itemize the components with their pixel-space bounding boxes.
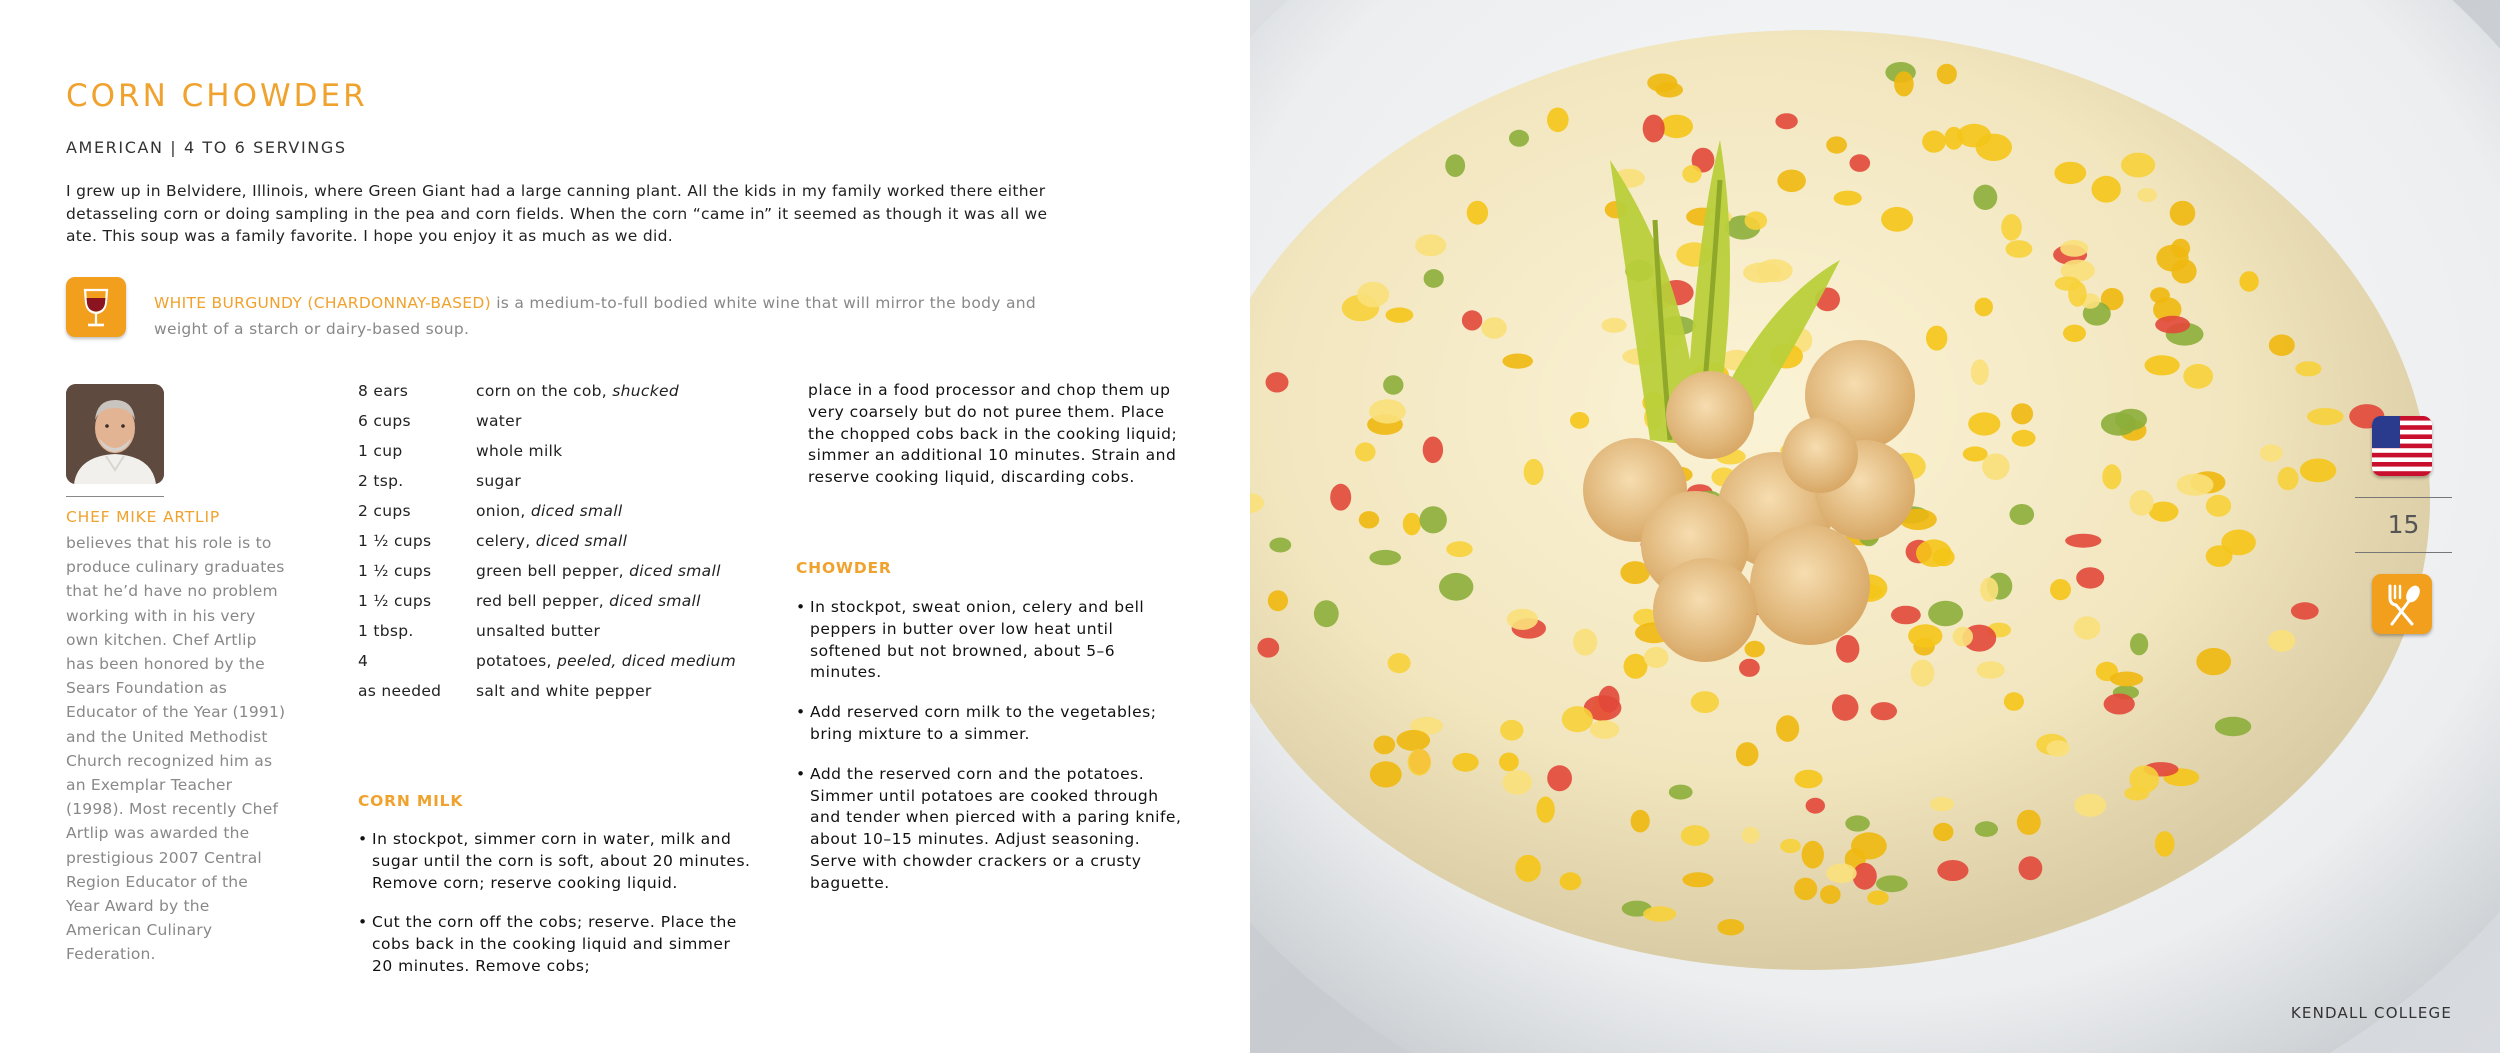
soup-kernel bbox=[1268, 590, 1288, 611]
wine-pairing bbox=[154, 290, 1074, 342]
ingredient-note: peeled, diced medium bbox=[556, 652, 737, 670]
soup-kernel bbox=[2291, 602, 2319, 619]
ingredient-note: shucked bbox=[612, 382, 679, 400]
ingredient-item: onion, bbox=[476, 502, 531, 520]
soup-kernel bbox=[1314, 600, 1339, 627]
soup-kernel bbox=[2155, 831, 2175, 857]
soup-kernel bbox=[2129, 490, 2153, 516]
soup-kernel bbox=[1269, 538, 1291, 553]
soup-kernel bbox=[2206, 495, 2231, 517]
soup-kernel bbox=[1502, 354, 1533, 369]
soup-kernel bbox=[1660, 115, 1693, 139]
soup-kernel bbox=[1462, 310, 1482, 330]
chef-portrait bbox=[66, 384, 164, 484]
soup-kernel bbox=[1388, 653, 1411, 673]
soup-kernel bbox=[2060, 240, 2088, 257]
chowder-step: • In stockpot, sweat onion, celery and bell peppers in butter over low heat until softened but not browned, about 5–6 minutes. bbox=[796, 597, 1186, 684]
ingredient-row bbox=[358, 621, 778, 642]
ingredient-description bbox=[476, 591, 778, 612]
recipe-subtitle: AMERICAN | 4 TO 6 SERVINGS bbox=[66, 138, 347, 157]
soup-kernel bbox=[1850, 154, 1871, 172]
ingredient-quantity: 1 ½ cups bbox=[358, 562, 432, 580]
soup-kernel bbox=[1745, 641, 1765, 658]
soup-kernel bbox=[2177, 474, 2214, 496]
chowder-photo bbox=[1250, 0, 2500, 1053]
ingredient-list bbox=[358, 381, 778, 711]
chef-name: CHEF MIKE ARTLIP bbox=[66, 508, 221, 526]
soup-kernel bbox=[1682, 165, 1701, 183]
soup-kernel bbox=[1681, 825, 1710, 846]
soup-kernel bbox=[2156, 245, 2188, 272]
ingredient-row bbox=[358, 681, 778, 702]
ingredient-quantity: 4 bbox=[358, 652, 369, 670]
ingredient-description bbox=[476, 411, 778, 432]
soup-kernel bbox=[1973, 185, 1997, 210]
soup-kernel bbox=[1926, 326, 1947, 351]
soup-kernel bbox=[1933, 823, 1953, 841]
soup-kernel bbox=[2170, 201, 2196, 226]
soup-kernel bbox=[1806, 798, 1825, 814]
soup-kernel bbox=[1682, 872, 1713, 887]
soup-kernel bbox=[1930, 797, 1954, 811]
corn-milk-steps bbox=[358, 829, 753, 996]
recipe-title: CORN CHOWDER bbox=[66, 78, 368, 114]
soup-kernel bbox=[1446, 541, 1472, 557]
soup-kernel bbox=[2196, 648, 2231, 675]
chowder-heading: CHOWDER bbox=[796, 559, 892, 577]
soup-kernel bbox=[1794, 770, 1822, 789]
soup-kernel bbox=[1420, 506, 1447, 533]
soup-kernel bbox=[1602, 318, 1627, 333]
soup-kernel bbox=[1908, 624, 1942, 647]
ingredient-description bbox=[476, 471, 778, 492]
soup-kernel bbox=[1780, 839, 1801, 853]
soup-kernel bbox=[2115, 409, 2147, 431]
ingredient-row bbox=[358, 471, 778, 492]
soup-kernel bbox=[1937, 64, 1957, 85]
soup-kernel bbox=[1499, 753, 1519, 772]
soup-kernel bbox=[2260, 444, 2283, 461]
soup-kernel bbox=[1547, 765, 1572, 791]
soup-kernel bbox=[1743, 262, 1781, 283]
ingredient-description bbox=[476, 381, 778, 402]
ingredient-quantity: 8 ears bbox=[358, 382, 409, 400]
soup-kernel bbox=[2137, 188, 2157, 202]
soup-kernel bbox=[1547, 108, 1569, 133]
ingredient-description bbox=[476, 441, 778, 462]
soup-kernel bbox=[1330, 484, 1351, 511]
ingredient-note: diced small bbox=[609, 592, 701, 610]
soup-kernel bbox=[2269, 334, 2295, 356]
soup-kernel bbox=[2054, 162, 2086, 184]
soup-kernel bbox=[1802, 841, 1824, 869]
soup-kernel bbox=[1834, 191, 1862, 206]
ingredient-item: celery, bbox=[476, 532, 536, 550]
ingredient-note: diced small bbox=[535, 532, 628, 550]
soup-kernel bbox=[2300, 459, 2336, 483]
soup-kernel bbox=[1742, 827, 1760, 844]
soup-kernel bbox=[1691, 691, 1719, 713]
soup-kernel bbox=[1851, 832, 1887, 859]
soup-kernel bbox=[1357, 282, 1389, 308]
ingredient-quantity: 1 cup bbox=[358, 442, 403, 460]
ingredient-quantity: 1 ½ cups bbox=[358, 592, 432, 610]
ingredient-item: red bell pepper, bbox=[476, 592, 610, 610]
ingredient-item: corn on the cob, bbox=[476, 382, 613, 400]
soup-kernel bbox=[1644, 647, 1669, 668]
soup-kernel bbox=[1832, 694, 1859, 720]
ingredient-row bbox=[358, 381, 778, 402]
soup-kernel bbox=[2010, 504, 2035, 525]
footer-brand: KENDALL COLLEGE bbox=[2290, 1004, 2452, 1022]
sidebar-rule-bottom bbox=[2355, 552, 2452, 553]
ingredient-item: green bell pepper, bbox=[476, 562, 630, 580]
soup-kernel bbox=[1826, 864, 1857, 884]
ingredient-quantity: 1 ½ cups bbox=[358, 532, 432, 550]
soup-kernel bbox=[1876, 875, 1908, 892]
soup-kernel bbox=[1982, 453, 2010, 480]
ingredient-quantity: as needed bbox=[358, 682, 442, 700]
chef-divider bbox=[66, 496, 164, 497]
corn-milk-step: • In stockpot, simmer corn in water, milk and sugar until the corn is soft, about 20 minutes. Remove corn; reserve cooking liquid. bbox=[358, 829, 753, 894]
soup-kernel bbox=[2017, 810, 2041, 835]
soup-kernel bbox=[1369, 399, 1406, 423]
soup-kernel bbox=[1370, 761, 1402, 787]
soup-kernel bbox=[1963, 446, 1988, 461]
soup-kernel bbox=[1922, 131, 1946, 153]
soup-kernel bbox=[2239, 271, 2258, 292]
soup-kernel bbox=[1403, 513, 1421, 536]
soup-kernel bbox=[2055, 277, 2081, 291]
ingredient-description bbox=[476, 531, 778, 552]
soup-kernel bbox=[1916, 539, 1952, 567]
soup-kernel bbox=[2076, 567, 2104, 588]
soup-kernel bbox=[2278, 467, 2299, 490]
ingredient-row bbox=[358, 501, 778, 522]
soup-kernel bbox=[2004, 692, 2024, 711]
soup-kernel bbox=[2046, 740, 2069, 757]
wine-name: WHITE BURGUNDY (CHARDONNAY-BASED) bbox=[154, 294, 491, 312]
corn-milk-continuation-text: place in a food processor and chop them up very coarsely but do not puree them. Place the chopped cobs back in the cooking liquid; simmer an additional 10 minutes. Strain and reserve cooking liquid, discarding cobs. bbox=[808, 381, 1178, 487]
soup-kernel bbox=[1452, 753, 1478, 772]
ingredient-item: salt and white pepper bbox=[476, 682, 652, 700]
ingredient-row bbox=[358, 651, 778, 672]
ingredient-item: whole milk bbox=[476, 442, 563, 460]
soup-kernel bbox=[1643, 115, 1665, 143]
soup-kernel bbox=[1509, 130, 1529, 147]
soup-kernel bbox=[1481, 317, 1507, 339]
soup-kernel bbox=[1945, 127, 1964, 150]
soup-kernel bbox=[1562, 706, 1593, 732]
soup-kernel bbox=[1937, 860, 1968, 881]
soup-kernel bbox=[2065, 534, 2101, 548]
soup-kernel bbox=[1560, 872, 1582, 890]
soup-kernel bbox=[2063, 325, 2086, 342]
chowder-step: • Add reserved corn milk to the vegetables; bring mixture to a simmer. bbox=[796, 702, 1186, 746]
soup-kernel bbox=[1891, 606, 1921, 625]
soup-kernel bbox=[2124, 786, 2149, 800]
soup-kernel bbox=[2019, 856, 2043, 880]
soup-kernel bbox=[2268, 630, 2295, 652]
soup-kernel bbox=[1515, 855, 1541, 882]
soup-kernel bbox=[1415, 234, 1446, 256]
recipe-intro: I grew up in Belvidere, Illinois, where Green Giant had a large canning plant. All the kids in my family worked there either detasseling corn or doing sampling in the pea and corn fields. When the corn “came in” it seemed as though it was all we ate. This soup was a family favorite. I hope you enjoy it as much as we did. bbox=[66, 182, 1048, 245]
soup-kernel bbox=[1467, 201, 1488, 225]
ingredient-row bbox=[358, 531, 778, 552]
soup-kernel bbox=[1570, 412, 1589, 429]
soup-kernel bbox=[1775, 113, 1797, 129]
soup-kernel bbox=[2006, 240, 2033, 258]
soup-kernel bbox=[1423, 437, 1443, 464]
soup-kernel bbox=[1717, 919, 1744, 935]
ingredient-note: diced small bbox=[530, 502, 623, 520]
soup-kernel bbox=[1745, 211, 1768, 230]
soup-kernel bbox=[1777, 170, 1806, 193]
soup-kernel bbox=[1826, 136, 1847, 153]
soup-kernel bbox=[2074, 794, 2106, 817]
soup-kernel bbox=[2155, 316, 2190, 334]
soup-kernel bbox=[1397, 730, 1431, 751]
ingredient-quantity: 2 cups bbox=[358, 502, 411, 520]
sidebar-rule-top bbox=[2355, 497, 2452, 498]
soup-kernel bbox=[1968, 412, 2000, 435]
soup-kernel bbox=[1500, 720, 1523, 741]
soup-kernel bbox=[2145, 355, 2180, 375]
soup-kernel bbox=[1631, 810, 1650, 833]
soup-kernel bbox=[2050, 579, 2071, 600]
page-number: 15 bbox=[2387, 510, 2420, 539]
soup-kernel bbox=[2104, 694, 2135, 715]
soup-kernel bbox=[1820, 885, 1841, 904]
ingredient-note: diced small bbox=[629, 562, 721, 580]
soup-kernel bbox=[1503, 770, 1533, 795]
ingredient-description bbox=[476, 651, 778, 672]
soup-kernel bbox=[1383, 375, 1403, 394]
soup-kernel bbox=[1573, 629, 1597, 656]
soup-kernel bbox=[1736, 742, 1759, 766]
soup-kernel bbox=[1590, 720, 1619, 739]
soup-kernel bbox=[1359, 511, 1379, 528]
soup-kernel bbox=[2183, 364, 2213, 389]
wine-glass-icon bbox=[66, 277, 126, 337]
ingredient-row bbox=[358, 441, 778, 462]
corn-milk-heading: CORN MILK bbox=[358, 792, 464, 810]
soup-kernel bbox=[2092, 176, 2121, 203]
soup-kernel bbox=[2307, 408, 2344, 425]
soup-kernel bbox=[2074, 616, 2101, 639]
soup-kernel bbox=[1408, 749, 1431, 776]
ingredient-quantity: 1 tbsp. bbox=[358, 622, 414, 640]
soup-kernel bbox=[1424, 269, 1444, 288]
soup-kernel bbox=[1739, 659, 1760, 677]
soup-kernel bbox=[1776, 715, 1799, 742]
chowder-steps bbox=[796, 597, 1186, 913]
ingredient-item: unsalted butter bbox=[476, 622, 601, 640]
ingredient-quantity: 6 cups bbox=[358, 412, 411, 430]
soup-kernel bbox=[1369, 550, 1401, 565]
soup-kernel bbox=[1266, 372, 1289, 392]
chef-bio: believes that his role is to produce culinary graduates that he’d have no problem working with in his very own kitchen. Chef Artlip has been honored by the Sears Foundation as Educator of the Year (1991) and the United Methodist Church recognized him as an Exemplar Teacher (1998). Most recently Chef Artlip was awarded the prestigious 2007 Central Region Educator of the Year Award by the American Culinary Federation. bbox=[66, 534, 286, 964]
corn-milk-continuation bbox=[808, 380, 1178, 489]
soup-kernel bbox=[1257, 638, 1279, 658]
soup-kernel bbox=[1980, 577, 1998, 601]
soup-kernel bbox=[2102, 464, 2121, 489]
soup-kernel bbox=[1439, 573, 1473, 601]
soup-kernel bbox=[1669, 785, 1693, 800]
ingredient-row bbox=[358, 591, 778, 612]
soup-kernel bbox=[1894, 71, 1914, 96]
ingredient-description bbox=[476, 621, 778, 642]
soup-kernel bbox=[1928, 601, 1963, 626]
soup-kernel bbox=[2110, 672, 2143, 687]
soup-kernel bbox=[1536, 797, 1554, 823]
soup-kernel bbox=[2130, 633, 2148, 655]
soup-kernel bbox=[1975, 821, 1998, 837]
ingredient-description bbox=[476, 561, 778, 582]
soup-kernel bbox=[2121, 153, 2155, 178]
soup-kernel bbox=[1881, 207, 1913, 232]
soup-kernel bbox=[1445, 154, 1465, 177]
soup-kernel bbox=[1507, 609, 1538, 630]
fork-spoon-icon bbox=[2372, 574, 2432, 634]
soup-kernel bbox=[1977, 661, 2005, 679]
soup-kernel bbox=[1867, 891, 1888, 906]
ingredient-row bbox=[358, 561, 778, 582]
soup-kernel bbox=[1794, 878, 1817, 901]
soup-kernel bbox=[1911, 660, 1935, 687]
soup-kernel bbox=[2011, 403, 2033, 424]
soup-kernel bbox=[1355, 442, 1376, 461]
soup-kernel bbox=[1386, 307, 1414, 322]
soup-kernel bbox=[1524, 459, 1544, 485]
soup-kernel bbox=[1374, 736, 1396, 755]
ingredient-description bbox=[476, 501, 778, 522]
soup-kernel bbox=[1853, 863, 1877, 890]
ingredient-item: sugar bbox=[476, 472, 522, 490]
soup-kernel bbox=[1643, 906, 1676, 921]
soup-kernel bbox=[2215, 717, 2251, 737]
soup-kernel bbox=[2206, 545, 2233, 567]
soup-kernel bbox=[1836, 635, 1859, 663]
us-flag-icon bbox=[2372, 416, 2432, 476]
wine-description: is a medium-to-full bodied white wine that will mirror the body and weight of a starch or dairy-based soup. bbox=[154, 294, 1037, 338]
soup-kernel bbox=[1971, 359, 1989, 385]
soup-kernel bbox=[1655, 82, 1683, 97]
soup-kernel bbox=[1871, 702, 1897, 720]
ingredient-description bbox=[476, 681, 778, 702]
ingredient-quantity: 2 tsp. bbox=[358, 472, 404, 490]
soup-kernel bbox=[1845, 815, 1870, 831]
soup-kernel bbox=[1976, 134, 2012, 161]
ingredient-item: water bbox=[476, 412, 522, 430]
soup-kernel bbox=[1953, 627, 1973, 647]
soup-kernel bbox=[2001, 214, 2022, 241]
soup-kernel bbox=[2295, 361, 2321, 376]
soup-kernel bbox=[1624, 654, 1648, 679]
soup-kernel bbox=[2012, 430, 2036, 447]
ingredient-row bbox=[358, 411, 778, 432]
chowder-step: • Add the reserved corn and the potatoes. Simmer until potatoes are cooked through and tender when pierced with a paring knife, about 10–15 minutes. Adjust seasoning. Serve with chowder crackers or a crusty baguette. bbox=[796, 764, 1186, 895]
ingredient-item: potatoes, bbox=[476, 652, 557, 670]
corn-milk-step: • Cut the corn off the cobs; reserve. Place the cobs back in the cooking liquid and simmer 20 minutes. Remove cobs; bbox=[358, 912, 753, 977]
soup-kernel bbox=[1975, 298, 1993, 317]
